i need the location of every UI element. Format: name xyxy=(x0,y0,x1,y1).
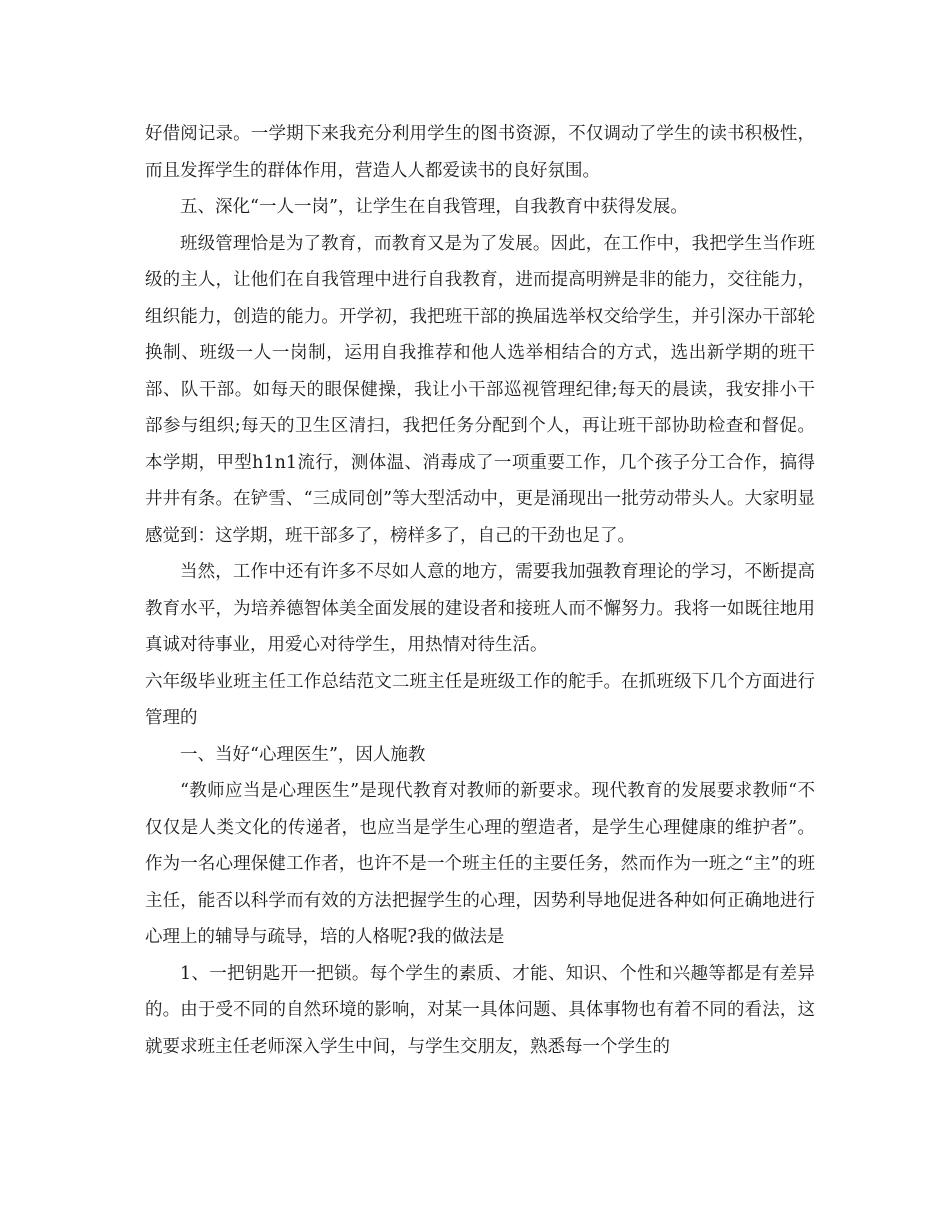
heading-psychologist: 一、当好“心理医生”，因人施教 xyxy=(180,744,426,765)
document-body xyxy=(145,116,815,1065)
paragraph-shortcomings: 当然，工作中还有许多不尽如人意的地方，需要我加强教育理论的学习，不断提高教育水平，为培养德智体美全面发展的建设者和接班人而不懈努力。我将一如既往地用真诚对待事业，用爱心对待学生，用热情对待生活。 xyxy=(145,562,815,655)
paragraph-class-management: 班级管理恰是为了教育，而教育又是为了发展。因此，在工作中，我把学生当作班级的主人，让他们在自我管理中进行自我教育，进而提高明辨是非的能力，交往能力，组织能力，创造的能力。开学初，我把班干部的换届选举权交给学生，并引深办干部轮换制、班级一人一岗制，运用自我推荐和他人选举相结合的方式，选出新学期的班干部、队干部。如每天的眼保健操，我让小干部巡视管理纪律;每天的晨读，我安排小干部参与组织;每天的卫生区清扫，我把任务分配到个人，再让班干部协助检查和督促。本学期，甲型h1n1流行，测体温、消毒成了一项重要工作，几个孩子分工合作，搞得井井有条。在铲雪、“三成同创”等大型活动中，更是涌现出一批劳动带头人。大家明显感觉到：这学期，班干部多了，榜样多了，自己的干劲也足了。 xyxy=(145,233,815,546)
section-lead: 班主任是班级工作的舵手。在抓班级下几个方面进行管理的 xyxy=(145,671,816,728)
paragraph-reading-records: 好借阅记录。一学期下来我充分利用学生的图书资源，不仅调动了学生的读书积极性，而且发挥学生的群体作用，营造人人都爱读书的良好氛围。 xyxy=(145,124,815,181)
section-title: 六年级毕业班主任工作总结范文二 xyxy=(145,671,410,692)
section-title-line xyxy=(145,664,815,737)
paragraph-one-key-one-lock: 1、一把钥匙开一把锁。每个学生的素质、才能、知识、个性和兴趣等都是有差异的。由于受不同的自然环境的影响，对某一具体问题、具体事物也有着不同的看法，这就要求班主任老师深入学生中间，与学生交朋友，熟悉每一个学生的 xyxy=(145,963,815,1057)
paragraph-psychologist: “教师应当是心理医生”是现代教育对教师的新要求。现代教育的发展要求教师“不仅仅是人类文化的传递者，也应当是学生心理的塑造者，是学生心理健康的维护者”。作为一名心理保健工作者，也许不是一个班主任的主要任务，然而作为一班之“主”的班主任，能否以科学而有效的方法把握学生的心理，因势利导地促进各种如何正确地进行心理上的辅导与疏导，培的人格呢?我的做法是 xyxy=(145,781,815,947)
heading-section-five: 五、深化“一人一岗”，让学生在自我管理，自我教育中获得发展。 xyxy=(180,197,688,217)
